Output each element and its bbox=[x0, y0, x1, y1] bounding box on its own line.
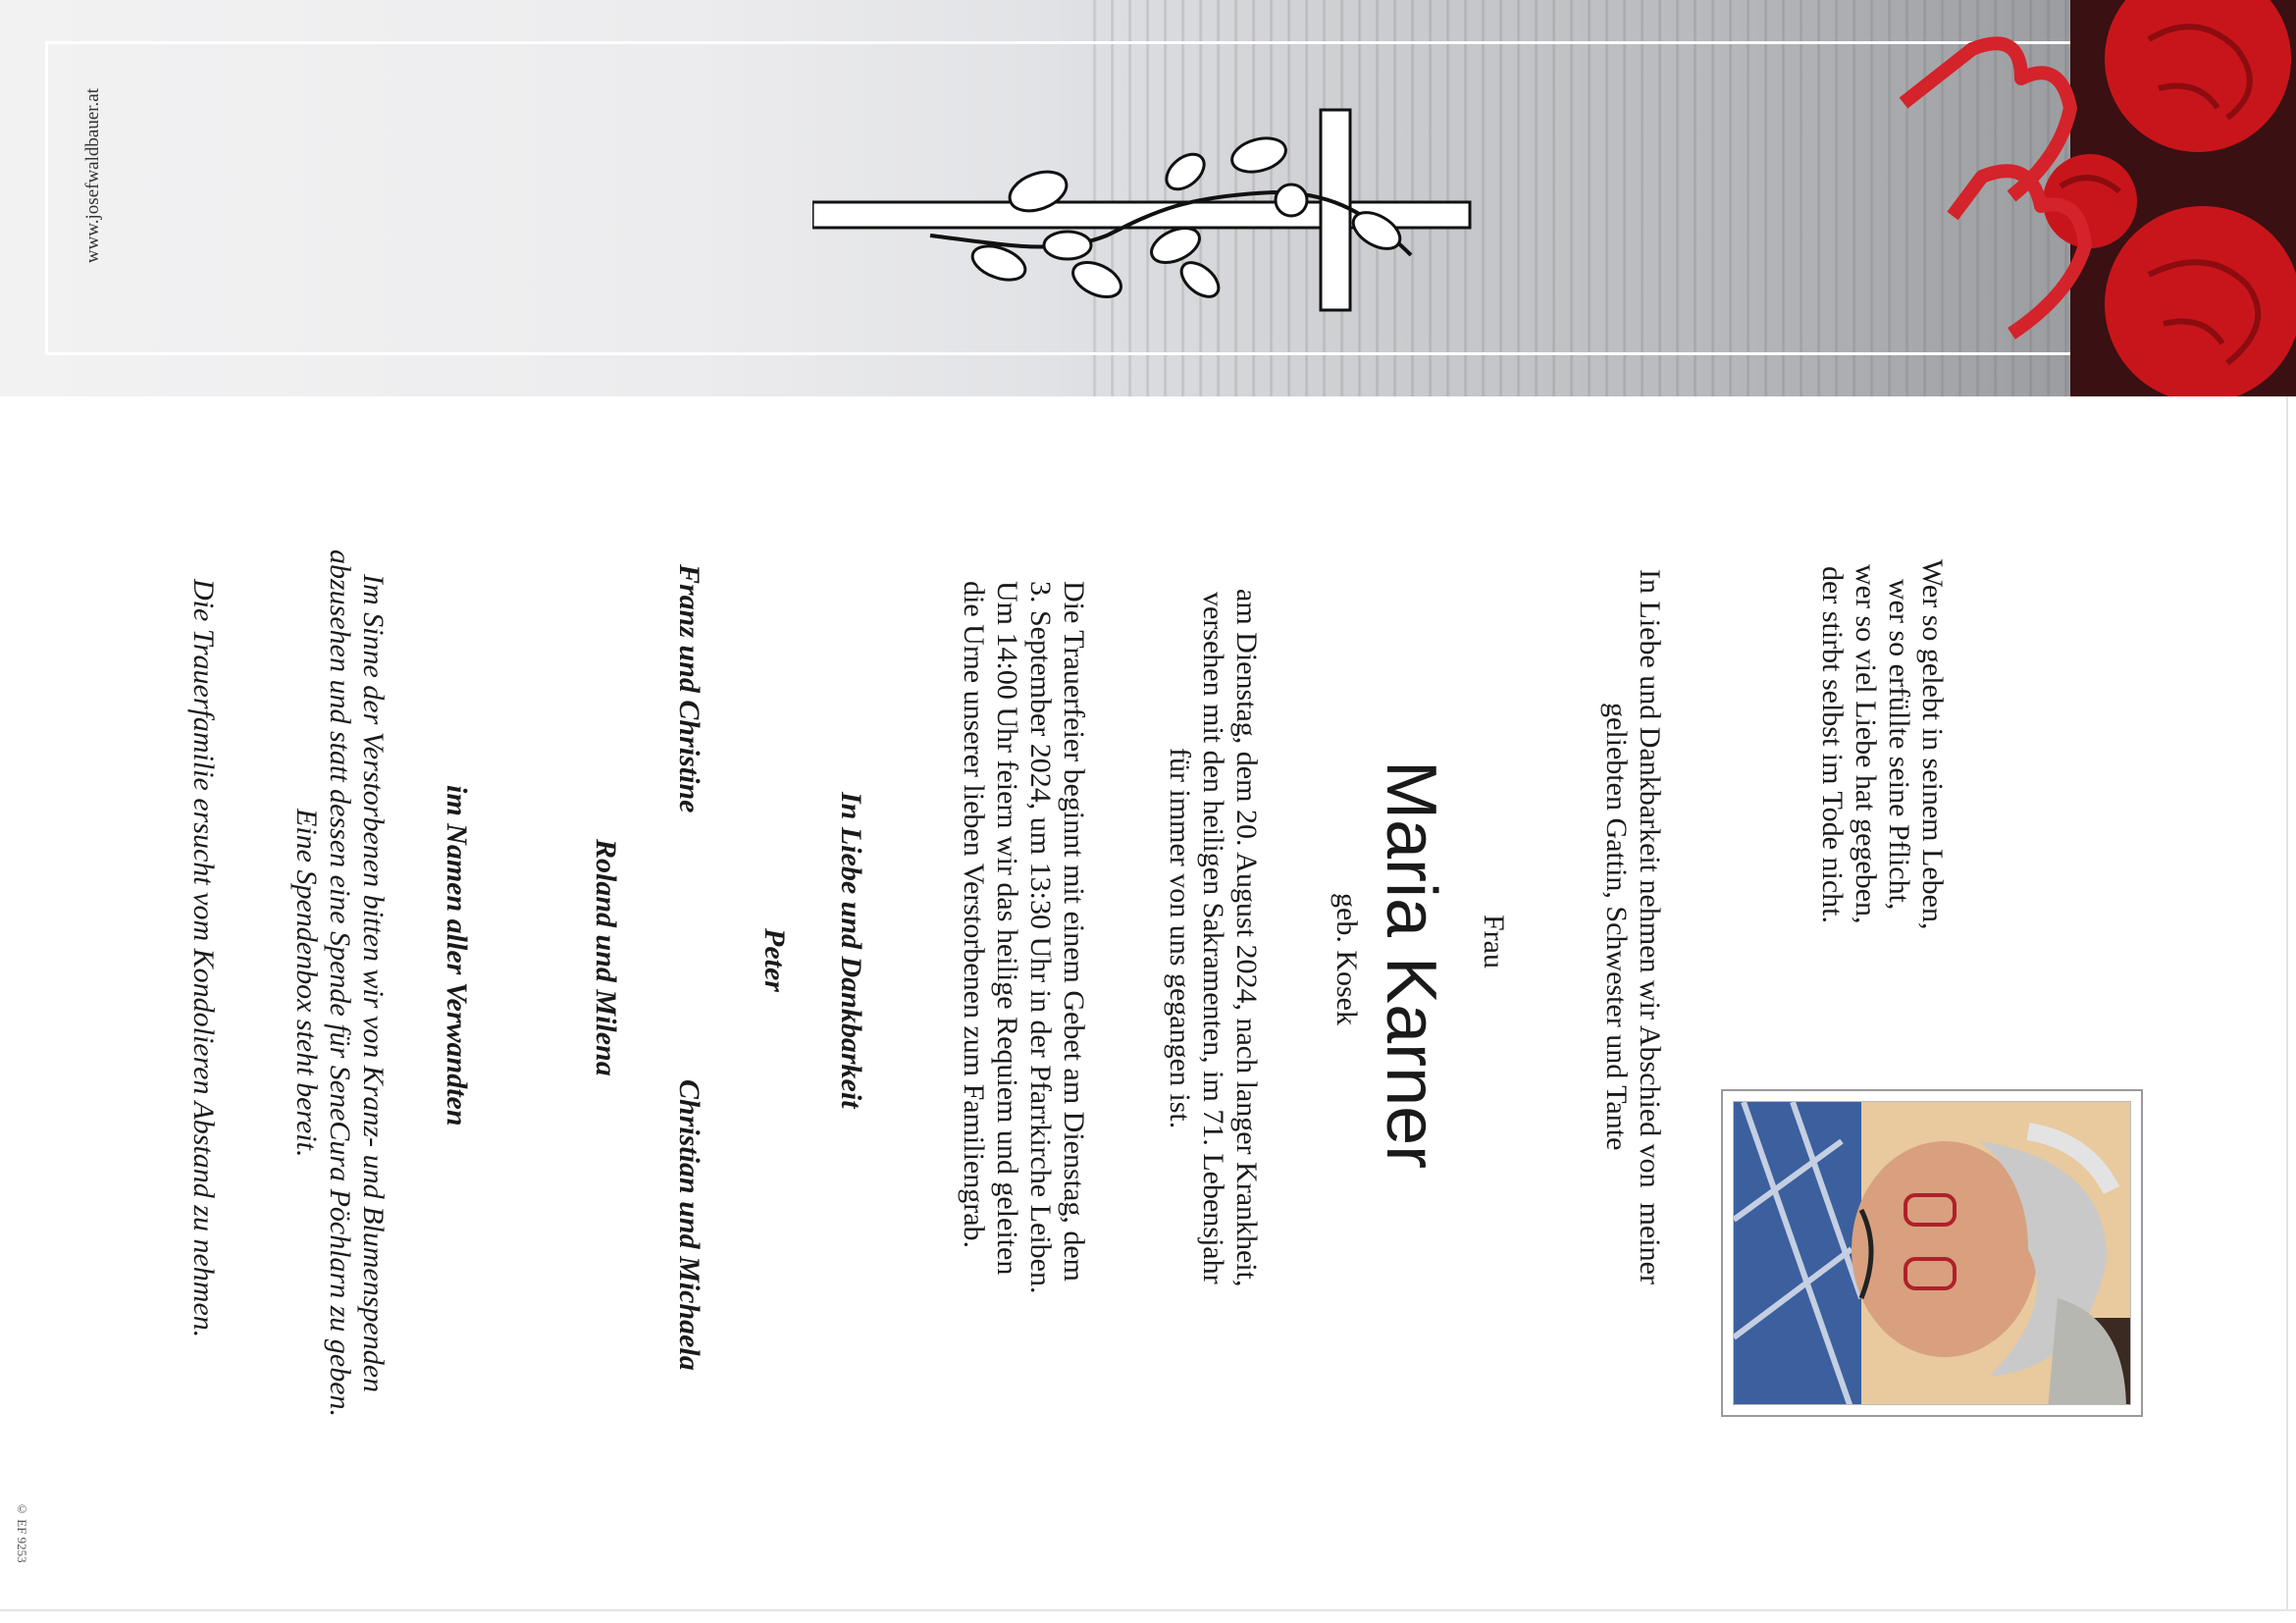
mourner-pair-right: Christian und Michaela bbox=[673, 1079, 705, 1371]
deceased-title: Frau bbox=[1478, 915, 1510, 969]
mourner-main: Peter bbox=[758, 928, 791, 992]
donation-request: Im Sinne der Verstorbenen bitten wir von Kranz- und Blumenspenden abzusehen und statt dessen eine Spende für SeneCura Pöchlarn zu geben. Eine Spendenbox steht bereit. bbox=[290, 550, 390, 1418]
bottom-edge-line bbox=[0, 1609, 2296, 1611]
mourner-pair-left: Franz und Christine bbox=[673, 564, 705, 813]
memorial-poem: Wer so gelebt in seinem Leben, wer so erfüllte seine Pflicht, wer so viel Liebe hat gegeben, der stirbt selbst im Tode nicht. bbox=[1816, 559, 1949, 930]
cross-with-rose-icon bbox=[812, 98, 1480, 324]
deceased-maiden-name: geb. Kosek bbox=[1331, 893, 1363, 1025]
relatives-line: im Namen aller Verwandten bbox=[441, 785, 473, 1126]
mourners-heading: In Liebe und Dankbarkeit bbox=[835, 792, 867, 1109]
ceremony-details: Die Trauerfeier beginnt mit einem Gebet am Dienstag, dem 3. September 2024, um 13:30 Uhr in der Pfarrkirche Leiben. Um 14:00 Uhr feiern wir das heilige Requiem und geleiten die Urne unserer lieben Verstorbenen zum Familiengrab. bbox=[958, 581, 1090, 1294]
header-banner bbox=[0, 0, 2296, 396]
right-edge-line bbox=[2286, 396, 2288, 1609]
closing-note: Die Trauerfamilie ersucht vom Kondolieren Abstand zu nehmen. bbox=[187, 579, 220, 1338]
portrait-photo-icon bbox=[1734, 1102, 2131, 1405]
portrait-photo bbox=[1733, 1101, 2131, 1405]
intro-text: In Liebe und Dankbarkeit nehmen wir Abschied von meiner geliebten Gattin, Schwester und Tante bbox=[1600, 569, 1666, 1284]
website-url: www.josefwaldbauer.at bbox=[82, 88, 103, 264]
portrait-photo-frame bbox=[1721, 1089, 2143, 1417]
death-notice: am Dienstag, dem 20. August 2024, nach langer Krankheit, versehen mit den heiligen Sakramenten, im 71. Lebensjahr für immer von uns gegangen ist. bbox=[1164, 589, 1263, 1287]
roses-and-hearts-icon bbox=[1864, 0, 2296, 396]
deceased-name: Maria Karner bbox=[1372, 760, 1450, 1170]
copyright-mark: © EF 9253 bbox=[15, 1501, 29, 1563]
mourner-center: Roland und Milena bbox=[590, 839, 622, 1076]
